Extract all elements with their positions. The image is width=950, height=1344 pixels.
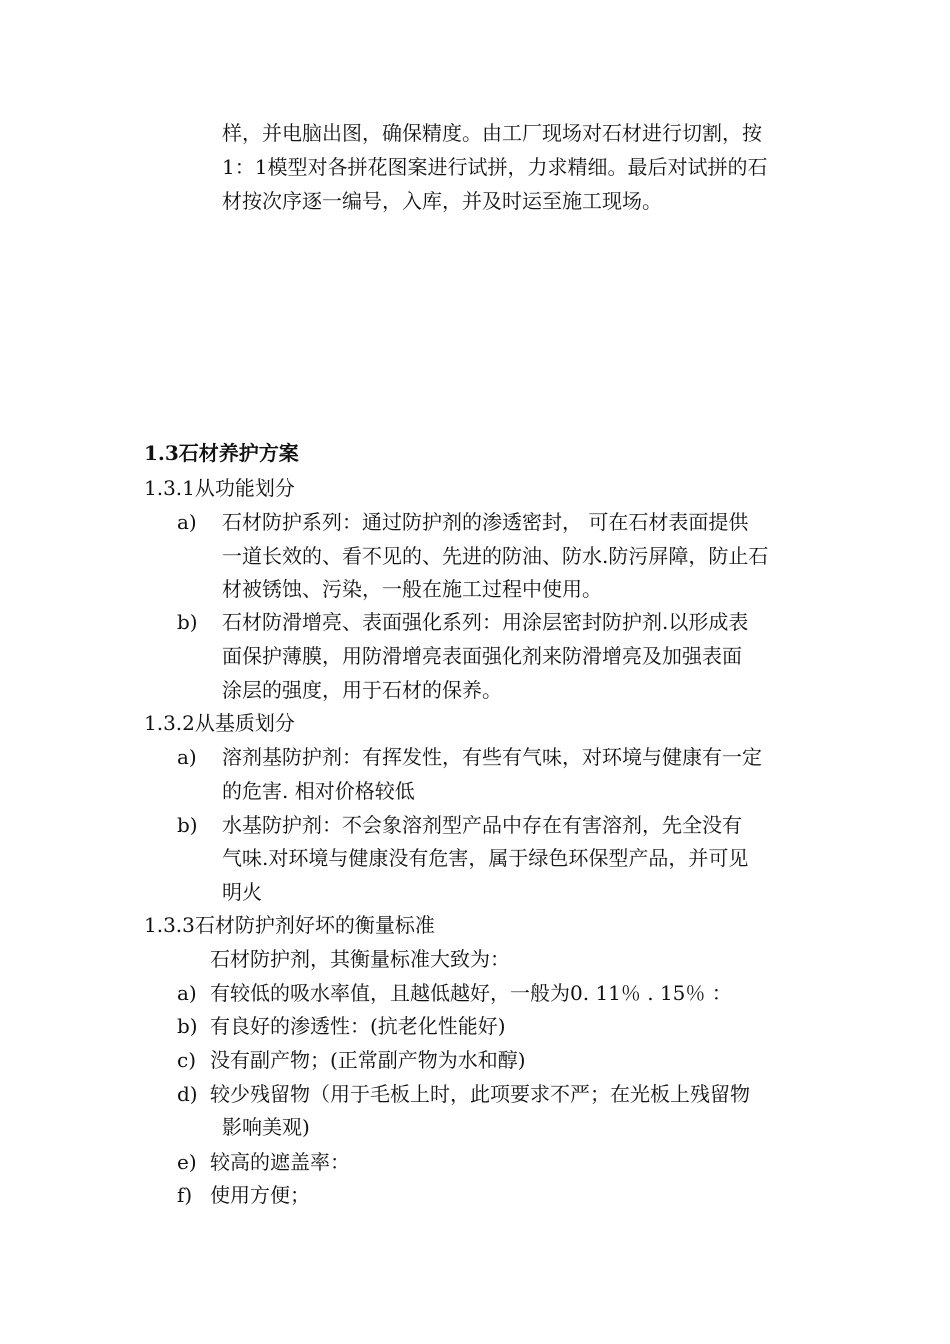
list-item-line: 石材防滑增亮、表面强化系列：用涂层密封防护剂.以形成表 xyxy=(222,610,749,634)
intro-line-3: 材按次序逐一编号，入库，并及时运至施工现场。 xyxy=(222,189,662,213)
section-heading: 1.3石材养护方案 xyxy=(144,441,299,465)
list-marker: a) xyxy=(177,981,197,1005)
criteria-item: 有良好的渗透性：(抗老化性能好) xyxy=(210,1014,506,1038)
subsection-heading-1: 1.3.1从功能划分 xyxy=(144,476,295,500)
intro-line-2: 1：1模型对各拼花图案进行试拼，力求精细。最后对试拼的石 xyxy=(222,155,768,179)
list-marker: b) xyxy=(177,1014,198,1038)
list-marker: f) xyxy=(177,1183,193,1207)
list-item-line: 的危害. 相对价格较低 xyxy=(222,779,415,803)
list-item-line: 材被锈蚀、污染，一般在施工过程中使用。 xyxy=(222,577,602,601)
list-item-line: 涂层的强度，用于石材的保养。 xyxy=(222,678,502,702)
list-marker: c) xyxy=(177,1048,197,1072)
criteria-item: 有较低的吸水率值，且越低越好，一般为0. 11％ . 15％ ： xyxy=(210,981,732,1005)
subsection-heading-2: 1.3.2从基质划分 xyxy=(144,711,295,735)
list-item-line: 一道长效的、看不见的、先进的防油、防水.防污屏障，防止石 xyxy=(222,544,769,568)
list-marker: b) xyxy=(177,610,198,634)
intro-line-1: 样，并电脑出图，确保精度。由工厂现场对石材进行切割，按 xyxy=(222,121,762,145)
list-item-line: 明火 xyxy=(222,880,262,904)
list-marker: a) xyxy=(177,745,197,769)
criteria-item-continued: 影响美观) xyxy=(222,1115,310,1139)
criteria-item: 没有副产物；(正常副产物为水和醇) xyxy=(210,1048,526,1072)
list-marker: a) xyxy=(177,510,197,534)
criteria-intro: 石材防护剂，其衡量标准大致为： xyxy=(210,947,510,971)
list-item-line: 溶剂基防护剂：有挥发性，有些有气味，对环境与健康有一定 xyxy=(222,745,762,769)
list-item-line: 石材防护系列：通过防护剂的渗透密封， 可在石材表面提供 xyxy=(222,510,749,534)
list-item-line: 气味.对环境与健康没有危害，属于绿色环保型产品，并可见 xyxy=(222,846,749,870)
list-marker: e) xyxy=(177,1150,197,1174)
list-marker: b) xyxy=(177,813,198,837)
subsection-heading-3: 1.3.3石材防护剂好坏的衡量标准 xyxy=(144,913,435,937)
criteria-item: 较高的遮盖率： xyxy=(210,1150,350,1174)
criteria-item: 使用方便； xyxy=(210,1183,310,1207)
list-item-line: 面保护薄膜，用防滑增亮表面强化剂来防滑增亮及加强表面 xyxy=(222,644,742,668)
criteria-item: 较少残留物（用于毛板上时，此项要求不严；在光板上残留物 xyxy=(210,1082,750,1106)
list-marker: d) xyxy=(177,1082,198,1106)
list-item-line: 水基防护剂：不会象溶剂型产品中存在有害溶剂，先全没有 xyxy=(222,813,742,837)
